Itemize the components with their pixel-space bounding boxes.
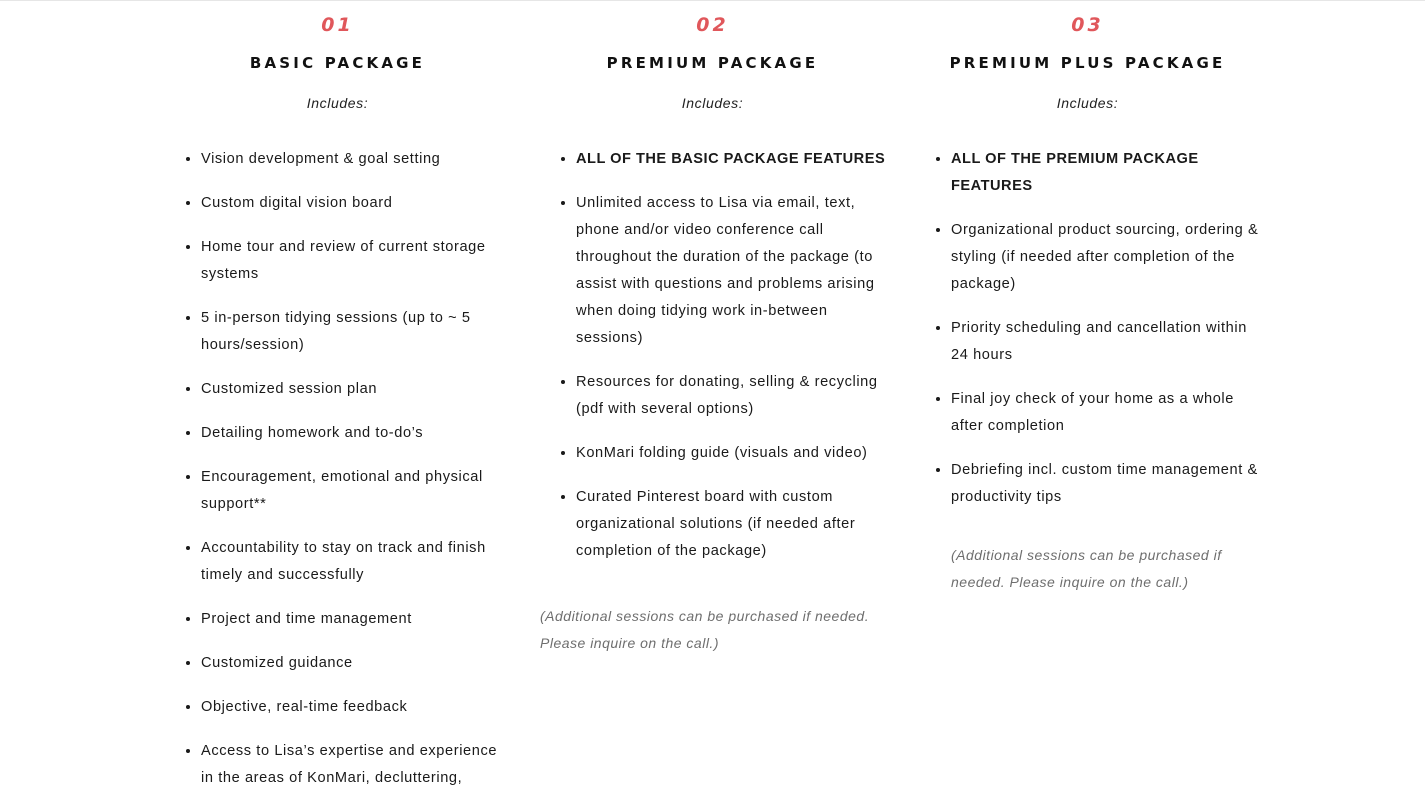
package-title: PREMIUM PACKAGE (606, 54, 819, 72)
list-item: • 5 in-person tidying sessions (up to ~ 5 hours/session) (201, 305, 513, 359)
list-item: • Unlimited access to Lisa via email, text, phone and/or video conference call throughout the duration of the package (to assist with questions and problems arising when doing tidying work in-between sessions) (576, 190, 888, 352)
includes-label: Includes: (306, 95, 369, 111)
package-number: 01 (321, 14, 354, 36)
list-item: • Home tour and review of current storage systems (201, 234, 513, 288)
package-number: 02 (696, 14, 729, 36)
includes-label: Includes: (1056, 95, 1119, 111)
additional-sessions-note: (Additional sessions can be purchased if needed. Please inquire on the call.) (540, 608, 870, 651)
list-item: • ALL OF THE PREMIUM PACKAGE FEATURES (951, 146, 1263, 200)
list-item: • Vision development & goal setting (201, 146, 513, 173)
list-item: • Priority scheduling and cancellation within 24 hours (951, 315, 1263, 369)
list-item: • Customized guidance (201, 650, 513, 677)
feature-list (525, 146, 888, 582)
list-item: • Encouragement, emotional and physical support** (201, 464, 513, 518)
feature-list (900, 146, 1263, 528)
list-item: • Customized session plan (201, 376, 513, 403)
list-item: • Resources for donating, selling & recycling (pdf with several options) (576, 369, 888, 423)
list-item: • Accountability to stay on track and finish timely and successfully (201, 535, 513, 589)
list-item: • Detailing homework and to-do’s (201, 420, 513, 447)
list-item: • Custom digital vision board (201, 190, 513, 217)
package-title: PREMIUM PLUS PACKAGE (949, 54, 1226, 72)
feature-list (150, 146, 513, 809)
list-item: • Project and time management (201, 606, 513, 633)
top-divider (0, 0, 1425, 1)
package-title: BASIC PACKAGE (249, 54, 426, 72)
list-item: • Final joy check of your home as a whole after completion (951, 386, 1263, 440)
list-item: • KonMari folding guide (visuals and video) (576, 440, 888, 467)
package-number: 03 (1071, 14, 1104, 36)
list-item: • Debriefing incl. custom time management & productivity tips (951, 457, 1263, 511)
list-item: • Organizational product sourcing, ordering & styling (if needed after completion of the package) (951, 217, 1263, 298)
list-item: • Objective, real-time feedback (201, 694, 513, 721)
list-item: • ALL OF THE BASIC PACKAGE FEATURES (576, 146, 888, 173)
additional-sessions-note: (Additional sessions can be purchased if needed. Please inquire on the call.) (951, 547, 1222, 590)
list-item: • Curated Pinterest board with custom organizational solutions (if needed after completion of the package) (576, 484, 888, 565)
list-item: • Access to Lisa’s expertise and experience in the areas of KonMari, decluttering, (201, 738, 513, 792)
includes-label: Includes: (681, 95, 744, 111)
